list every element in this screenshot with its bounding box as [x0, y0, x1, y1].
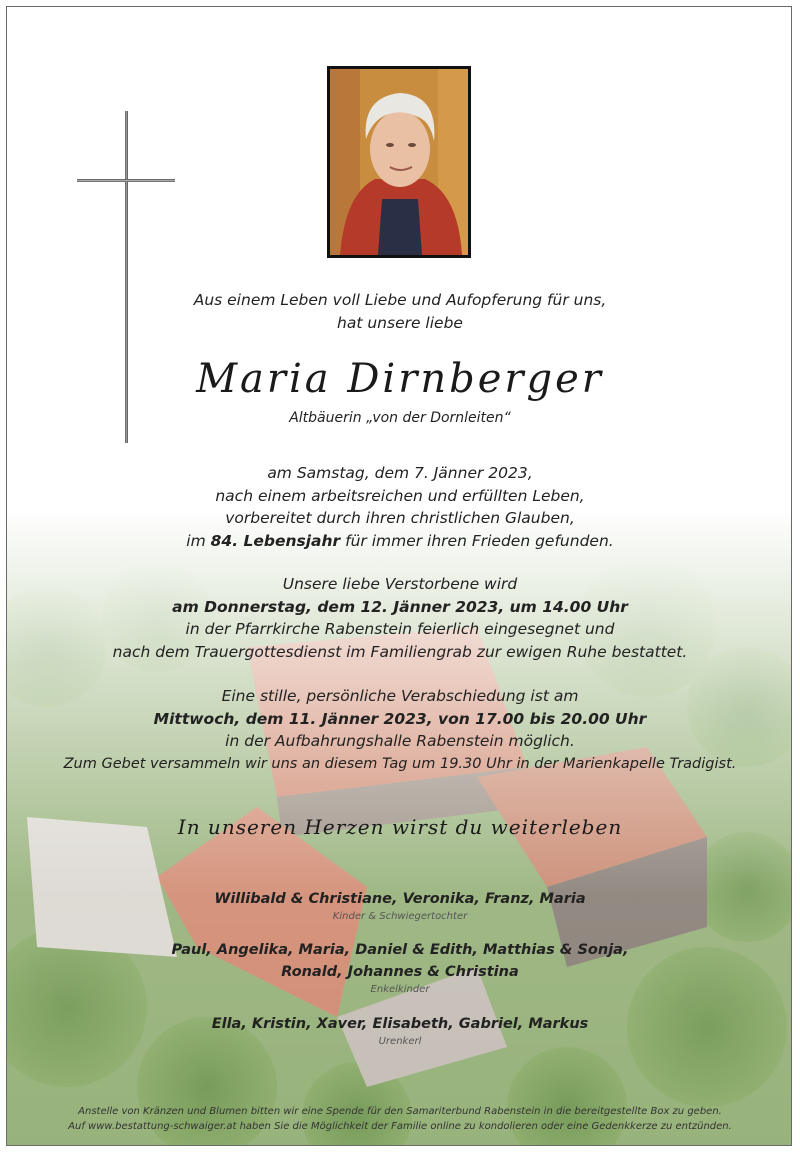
farewell-date: Mittwoch, dem 11. Jänner 2023, von 17.00 bis 20.00 Uhr [153, 710, 647, 728]
family-relation-greatgrandchildren: Urenkerl [378, 1036, 422, 1047]
portrait-photo [327, 66, 471, 258]
deceased-subtitle: Altbäuerin „von der Dornleiten“ [289, 410, 511, 426]
intro-line-2: hat unsere liebe [337, 314, 463, 332]
age-bold: 84. Lebensjahr [210, 532, 341, 550]
footer-line-1: Anstelle von Kränzen und Blumen bitten wir eine Spende für den Samariterbund Rabenstein in die bereitgestellte Box zu geben. [78, 1106, 722, 1117]
death-line-3: vorbereitet durch ihren christlichen Glauben, [225, 509, 575, 527]
intro-line-1: Aus einem Leben voll Liebe und Aufopferung für uns, [193, 291, 607, 309]
family-names-grandchildren-2: Ronald, Johannes & Christina [281, 964, 519, 980]
death-line-1: am Samstag, dem 7. Jänner 2023, [267, 464, 533, 482]
family-names-grandchildren: Paul, Angelika, Maria, Daniel & Edith, Matthias & Sonja, [171, 942, 629, 958]
farewell-line-1: Eine stille, persönliche Verabschiedung ist am [221, 687, 579, 705]
funeral-date: am Donnerstag, dem 12. Jänner 2023, um 14.00 Uhr [172, 598, 628, 616]
obituary-card [6, 6, 792, 1146]
funeral-line-1: Unsere liebe Verstorbene wird [282, 575, 518, 593]
family-names-children: Willibald & Christiane, Veronika, Franz, Maria [214, 891, 586, 907]
deceased-name: Maria Dirnberger [196, 356, 604, 402]
motto: In unseren Herzen wirst du weiterleben [177, 815, 623, 839]
family-names-greatgrandchildren: Ella, Kristin, Xaver, Elisabeth, Gabriel, Markus [211, 1016, 589, 1032]
death-line-4: im 84. Lebensjahr für immer ihren Frieden gefunden. [186, 532, 614, 550]
family-relation-grandchildren: Enkelkinder [370, 984, 430, 995]
family-relation-children: Kinder & Schwiegertochter [332, 911, 468, 922]
death-line-2: nach einem arbeitsreichen und erfüllten Leben, [215, 487, 585, 505]
funeral-line-3: in der Pfarrkirche Rabenstein feierlich eingesegnet und [185, 620, 615, 638]
farewell-line-3: in der Aufbahrungshalle Rabenstein möglich. [225, 732, 575, 750]
funeral-line-4: nach dem Trauergottesdienst im Familiengrab zur ewigen Ruhe bestattet. [112, 643, 688, 661]
farewell-line-4: Zum Gebet versammeln wir uns an diesem Tag um 19.30 Uhr in der Marienkapelle Tradigist. [63, 756, 737, 772]
footer-line-2: Auf www.bestattung-schwaiger.at haben Sie die Möglichkeit der Familie online zu kondolieren oder eine Gedenkkerze zu entzünden. [68, 1121, 732, 1132]
